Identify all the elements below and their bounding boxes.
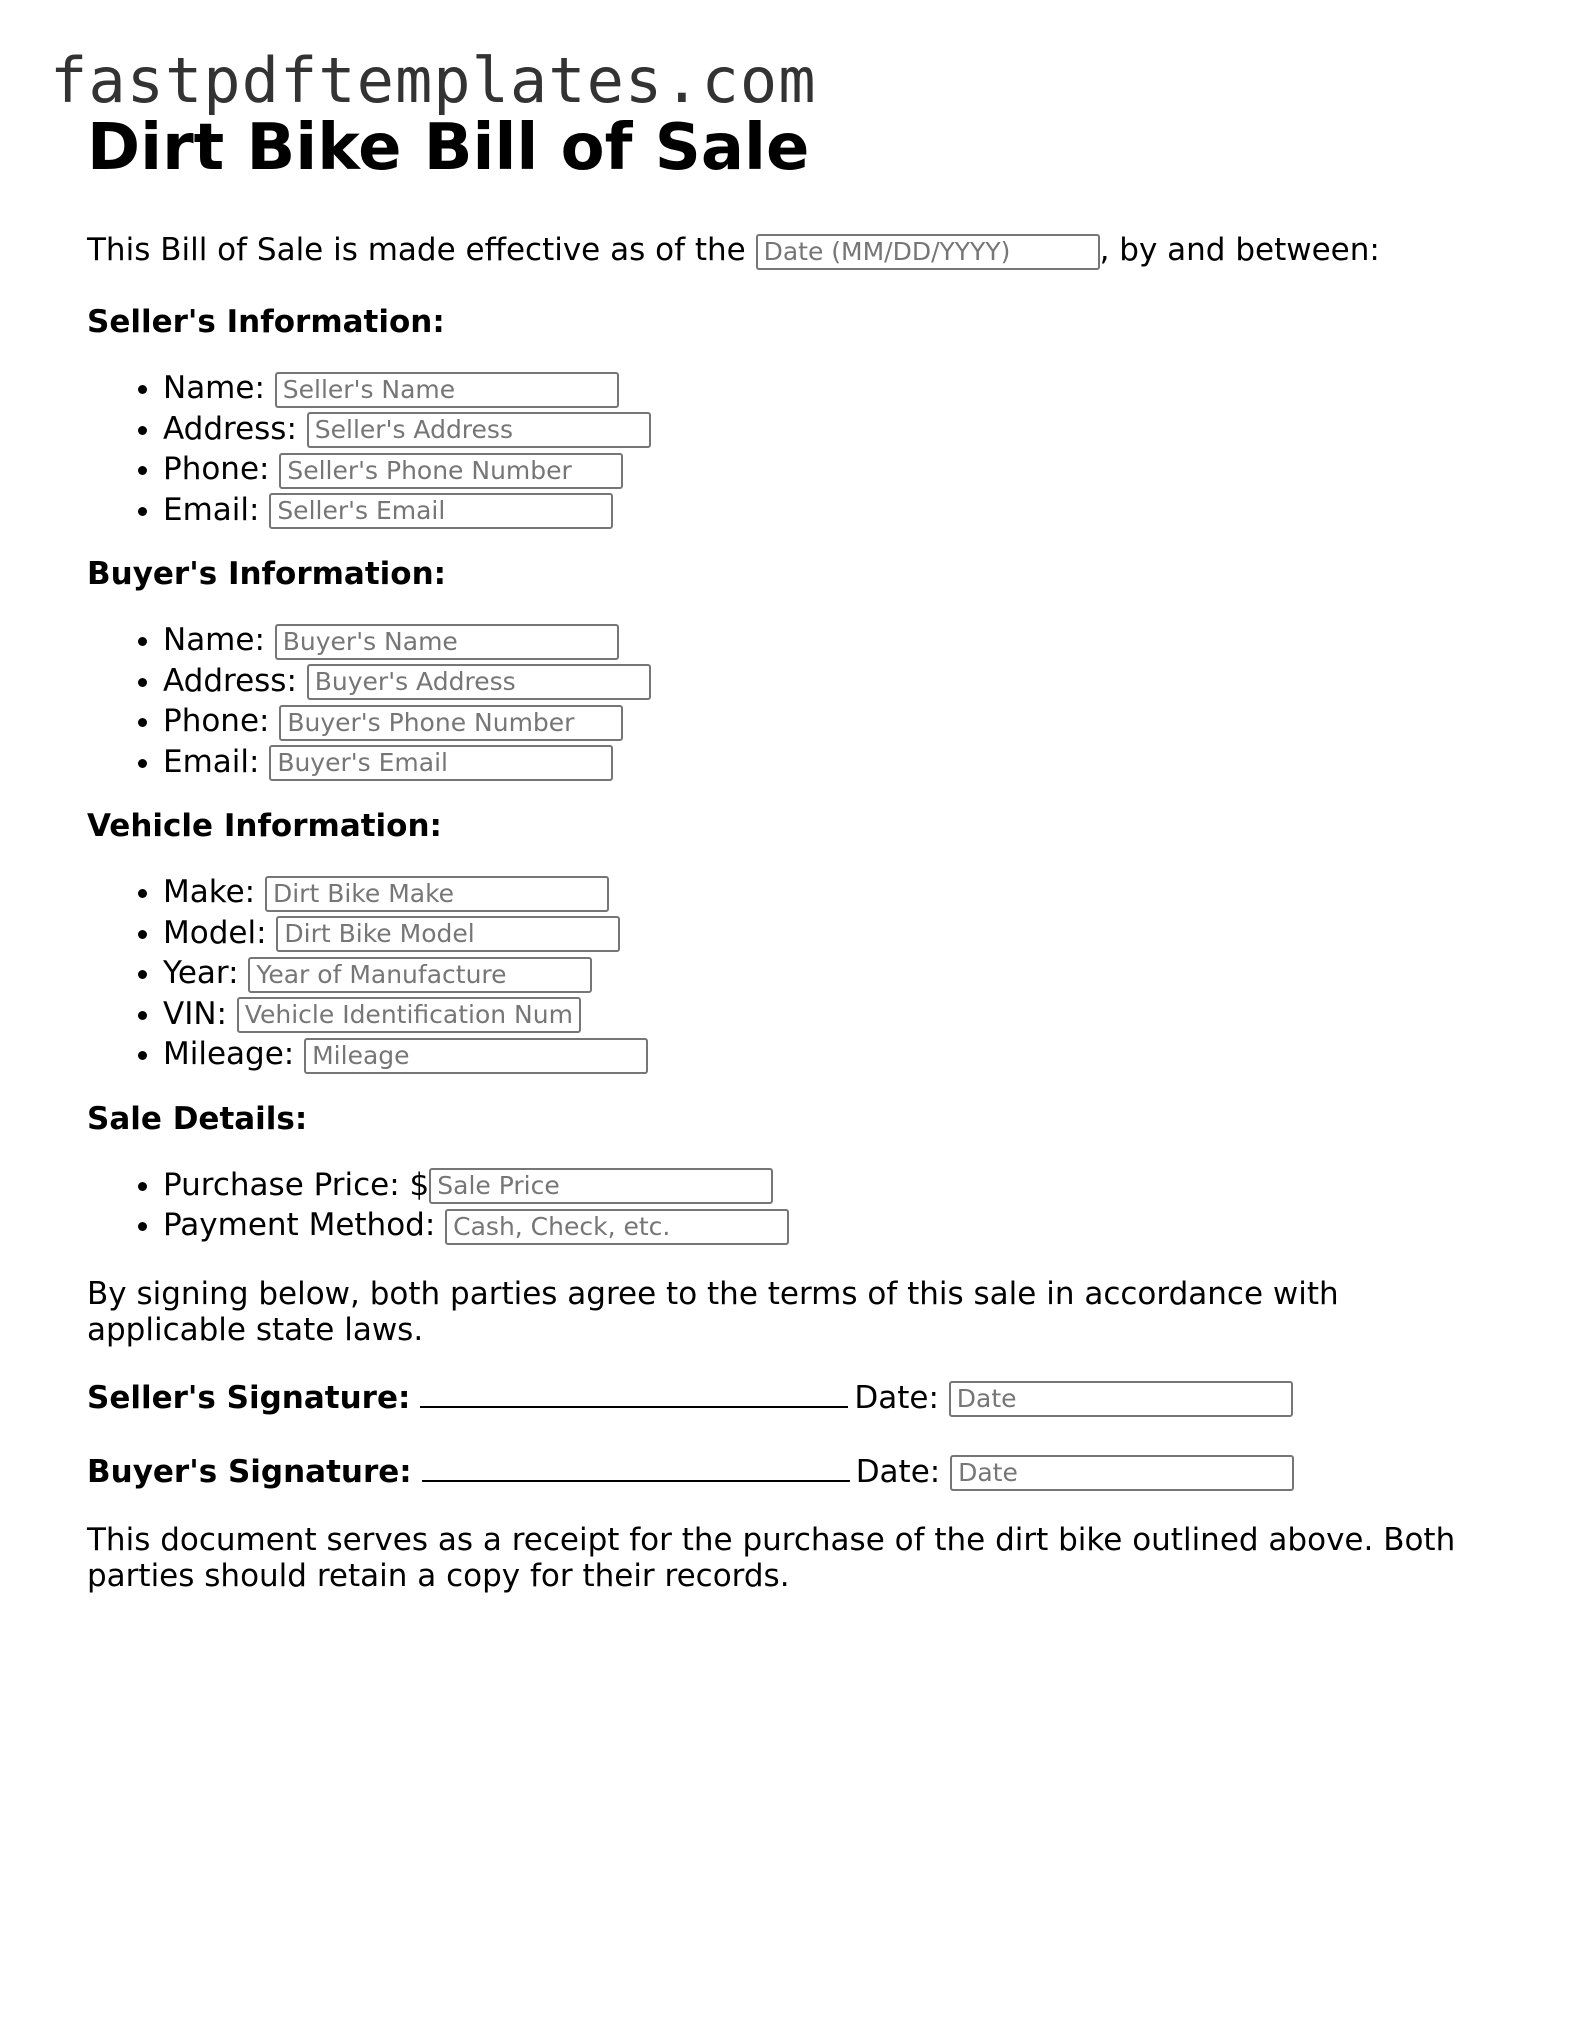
seller-address-input[interactable]: Seller's Address	[307, 412, 651, 448]
list-item	[163, 620, 1487, 661]
watermark: fastpdftemplates.com	[50, 44, 817, 117]
list-item	[163, 409, 1487, 450]
list-item	[163, 913, 1487, 954]
buyer-email-label: Email:	[163, 743, 260, 780]
seller-email-label: Email:	[163, 491, 260, 528]
vehicle-year-label: Year:	[163, 955, 239, 991]
buyer-signature-line[interactable]	[422, 1450, 850, 1482]
vehicle-make-input[interactable]: Dirt Bike Make	[265, 876, 609, 912]
list-item	[163, 490, 1487, 531]
seller-date-label: Date:	[854, 1379, 939, 1416]
buyer-phone-input[interactable]: Buyer's Phone Number	[279, 705, 623, 741]
seller-date-input[interactable]: Date	[949, 1381, 1293, 1417]
list-item	[163, 953, 1487, 994]
sale-details-list	[87, 1165, 1487, 1246]
seller-signature-row	[87, 1376, 1487, 1418]
seller-phone-input[interactable]: Seller's Phone Number	[279, 453, 623, 489]
closing-paragraph: This document serves as a receipt for the purchase of the dirt bike outlined above. Both parties should retain a copy for their records.	[87, 1521, 1456, 1594]
seller-name-input[interactable]: Seller's Name	[275, 372, 619, 408]
buyer-info-list	[87, 620, 1487, 782]
list-item	[163, 994, 1487, 1035]
buyer-email-input[interactable]: Buyer's Email	[269, 745, 613, 781]
vehicle-model-label: Model:	[163, 914, 267, 951]
buyer-name-label: Name:	[163, 622, 265, 658]
list-item	[163, 742, 1487, 783]
list-item	[163, 1034, 1487, 1075]
payment-method-input[interactable]: Cash, Check, etc.	[445, 1209, 789, 1245]
buyer-address-input[interactable]: Buyer's Address	[307, 664, 651, 700]
vehicle-vin-input[interactable]: Vehicle Identification Num	[237, 997, 581, 1033]
effective-date-input[interactable]: Date (MM/DD/YYYY)	[756, 234, 1100, 270]
intro-text-after: , by and between:	[1099, 232, 1380, 268]
vehicle-mileage-input[interactable]: Mileage	[304, 1038, 648, 1074]
page-title: Dirt Bike Bill of Sale	[87, 111, 810, 185]
seller-email-input[interactable]: Seller's Email	[269, 493, 613, 529]
buyer-signature-row	[87, 1450, 1487, 1492]
list-item	[163, 1165, 1487, 1206]
seller-name-label: Name:	[163, 370, 265, 406]
vehicle-make-label: Make:	[163, 874, 256, 910]
buyer-address-label: Address:	[163, 662, 297, 699]
payment-method-label: Payment Method:	[163, 1207, 436, 1243]
list-item	[163, 449, 1487, 490]
vehicle-model-input[interactable]: Dirt Bike Model	[276, 916, 620, 952]
buyer-signature-label: Buyer's Signature:	[87, 1453, 412, 1490]
seller-info-list	[87, 368, 1487, 530]
intro-line	[87, 230, 1487, 270]
vehicle-mileage-label: Mileage:	[163, 1036, 295, 1072]
seller-signature-label: Seller's Signature:	[87, 1379, 411, 1416]
purchase-price-label: Purchase Price: $	[163, 1166, 430, 1203]
list-item	[163, 701, 1487, 742]
sale-section-heading: Sale Details:	[87, 1100, 308, 1137]
buyer-name-input[interactable]: Buyer's Name	[275, 624, 619, 660]
seller-section-heading: Seller's Information:	[87, 304, 445, 340]
list-item	[163, 368, 1487, 409]
vehicle-year-input[interactable]: Year of Manufacture	[248, 957, 592, 993]
list-item	[163, 1205, 1487, 1246]
buyer-date-label: Date:	[855, 1453, 941, 1490]
document-body	[87, 110, 1487, 1594]
vehicle-vin-label: VIN:	[163, 995, 227, 1032]
intro-text-before: This Bill of Sale is made effective as of the	[87, 232, 756, 268]
vehicle-info-list	[87, 872, 1487, 1075]
list-item	[163, 661, 1487, 702]
agreement-paragraph: By signing below, both parties agree to the terms of this sale in accordance with applicable state laws.	[87, 1275, 1339, 1348]
vehicle-section-heading: Vehicle Information:	[87, 808, 442, 844]
buyer-section-heading: Buyer's Information:	[87, 556, 447, 592]
list-item	[163, 872, 1487, 913]
buyer-phone-label: Phone:	[163, 703, 270, 739]
seller-address-label: Address:	[163, 410, 297, 447]
buyer-date-input[interactable]: Date	[950, 1455, 1294, 1491]
seller-phone-label: Phone:	[163, 451, 270, 487]
purchase-price-input[interactable]: Sale Price	[429, 1168, 773, 1204]
seller-signature-line[interactable]	[420, 1376, 848, 1408]
